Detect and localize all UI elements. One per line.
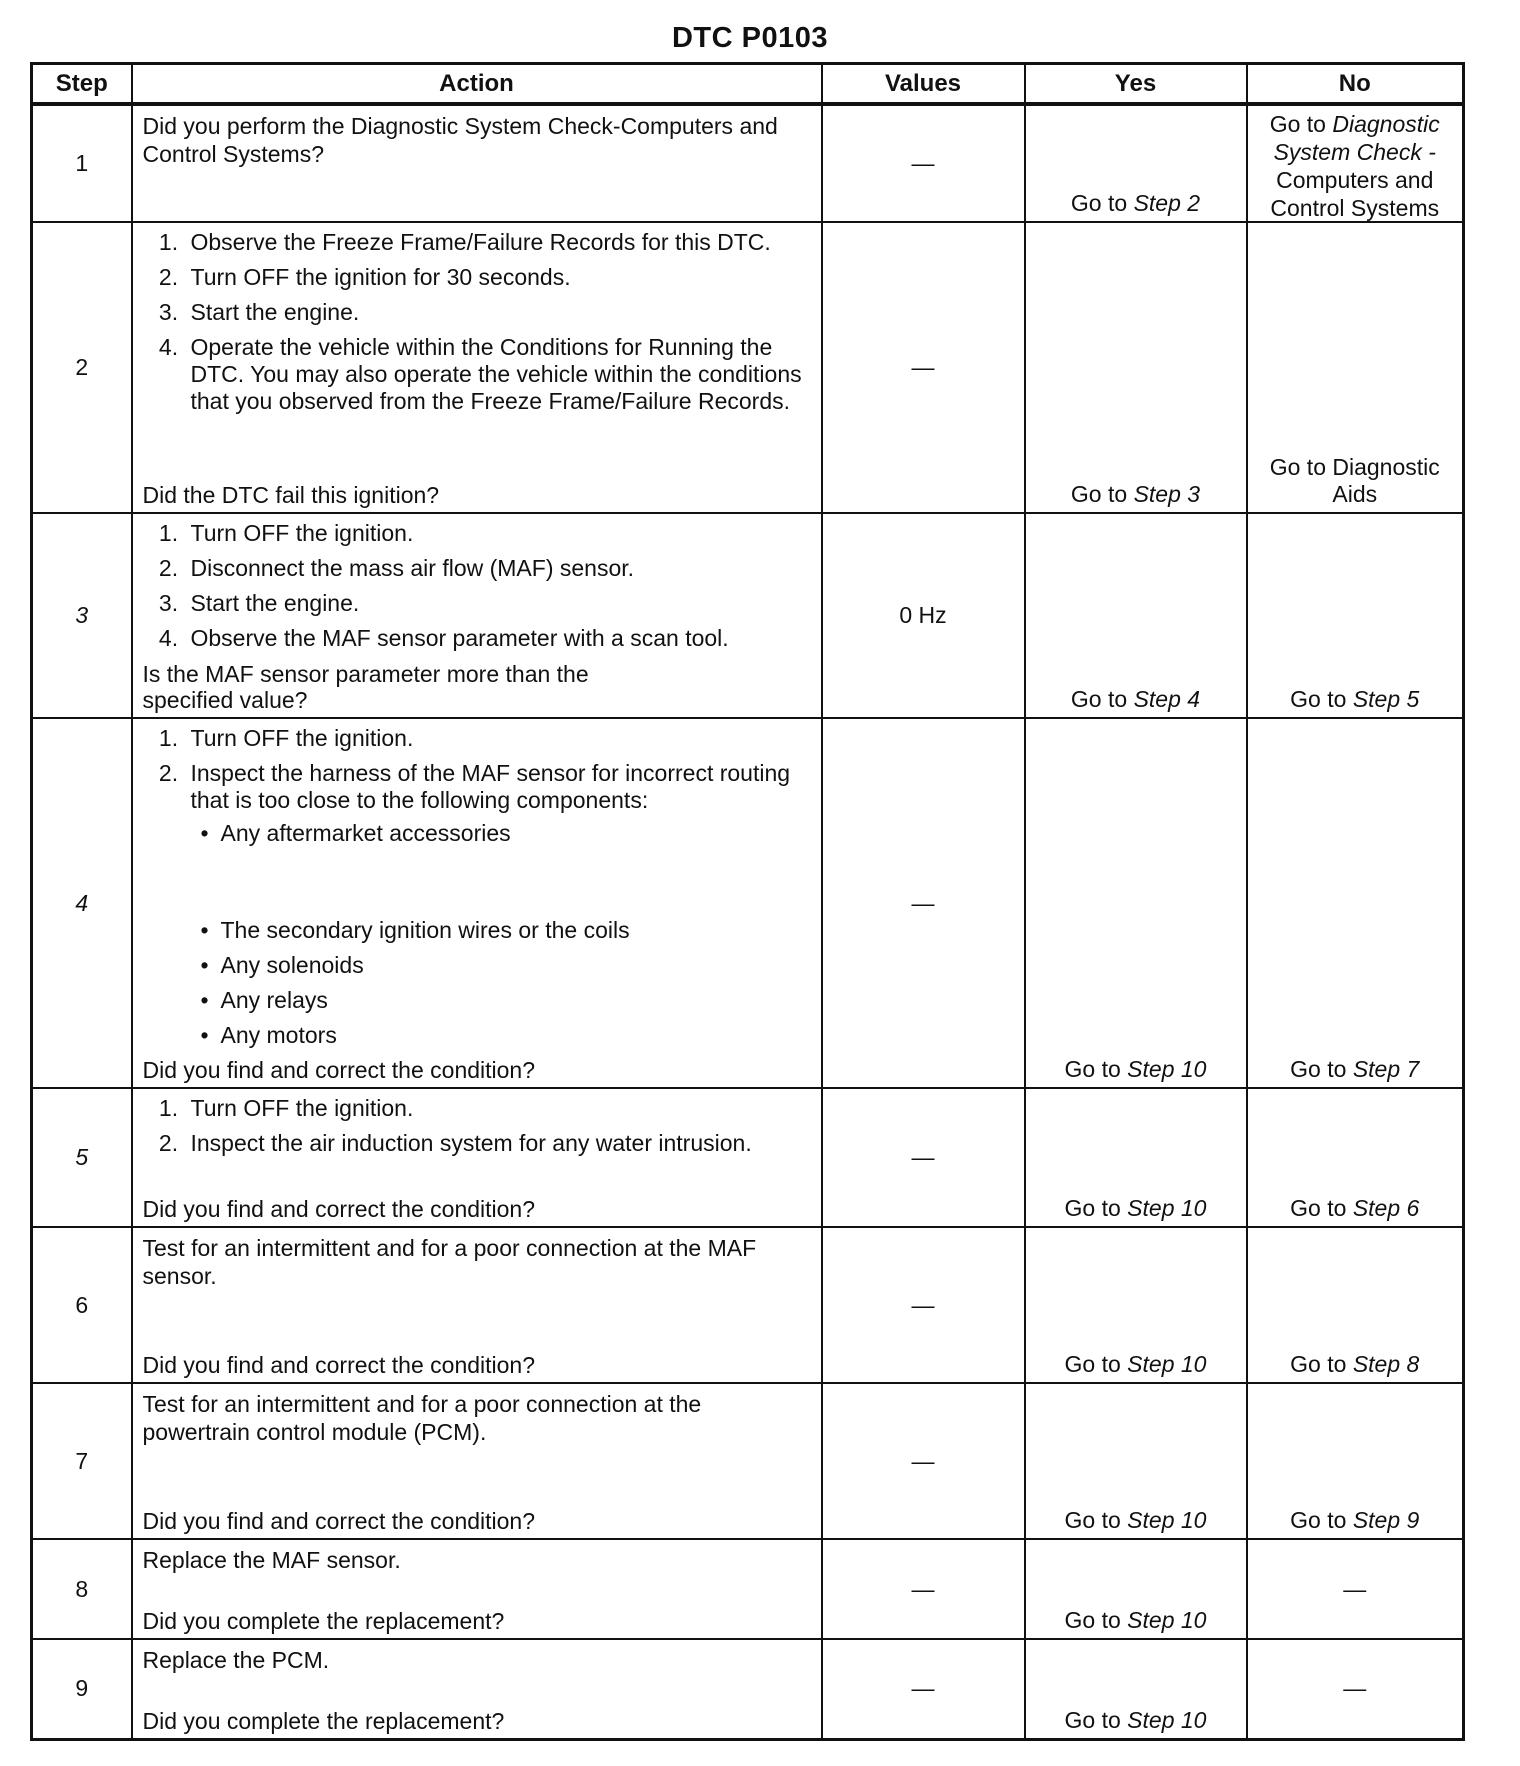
yes-cell bbox=[1025, 104, 1247, 222]
step-number: 1 bbox=[32, 104, 132, 222]
yes-cell bbox=[1025, 1639, 1247, 1739]
step-number: 4 bbox=[32, 718, 132, 1088]
component-item: • Any relays bbox=[221, 987, 811, 1014]
action-cell bbox=[132, 718, 822, 1088]
action-step: 1. Turn OFF the ignition. bbox=[185, 725, 811, 752]
yes-link: Go to Step 4 bbox=[1070, 686, 1201, 712]
yes-link: Go to Step 2 bbox=[1070, 190, 1201, 216]
action-steps bbox=[133, 719, 821, 1049]
action-question: Did you find and correct the condition? bbox=[142, 1352, 536, 1378]
action-question: Did you complete the replacement? bbox=[142, 1608, 505, 1634]
value-cell: — bbox=[822, 1227, 1025, 1383]
yes-cell bbox=[1025, 1227, 1247, 1383]
no-cell bbox=[1247, 1227, 1464, 1383]
value-cell: — bbox=[822, 222, 1025, 513]
table-row bbox=[32, 1088, 1464, 1227]
no-cell: — bbox=[1247, 1639, 1464, 1739]
action-steps bbox=[133, 223, 821, 415]
action-step: 3. Start the engine. bbox=[185, 590, 811, 617]
yes-link: Go to Step 10 bbox=[1064, 1351, 1207, 1377]
action-step: 2. Disconnect the mass air flow (MAF) sensor. bbox=[185, 555, 811, 582]
no-cell bbox=[1247, 104, 1464, 222]
no-cell bbox=[1247, 1383, 1464, 1539]
table-row bbox=[32, 104, 1464, 222]
action-text: Did you perform the Diagnostic System Check-Computers and Control Systems? bbox=[142, 113, 778, 167]
value-cell: — bbox=[822, 1639, 1025, 1739]
action-cell bbox=[132, 513, 822, 718]
action-text: Replace the PCM. bbox=[142, 1647, 330, 1673]
table-row bbox=[32, 1639, 1464, 1739]
table-row bbox=[32, 1383, 1464, 1539]
action-question: Did you find and correct the condition? bbox=[142, 1057, 536, 1083]
no-link: Go to Diagnostic Aids bbox=[1269, 454, 1440, 507]
action-question: Did the DTC fail this ignition? bbox=[142, 482, 440, 508]
action-question: Did you complete the replacement? bbox=[142, 1707, 505, 1734]
action-cell bbox=[132, 1383, 822, 1539]
action-cell bbox=[132, 1088, 822, 1227]
step-number: 9 bbox=[32, 1639, 132, 1739]
step-number: 6 bbox=[32, 1227, 132, 1383]
step-number: 3 bbox=[32, 513, 132, 718]
action-cell bbox=[132, 1639, 822, 1739]
table-row bbox=[32, 513, 1464, 718]
header-yes: Yes bbox=[1025, 64, 1247, 105]
no-cell bbox=[1247, 222, 1464, 513]
table-row bbox=[32, 222, 1464, 513]
step-number: 2 bbox=[32, 222, 132, 513]
component-list bbox=[191, 917, 811, 1049]
yes-link: Go to Step 10 bbox=[1064, 1706, 1207, 1733]
no-link: Go to Diagnostic System Check - Computers and Control Systems bbox=[1269, 111, 1440, 221]
action-step: 2. Turn OFF the ignition for 30 seconds. bbox=[185, 264, 811, 291]
header-row bbox=[32, 64, 1464, 105]
action-steps bbox=[133, 514, 821, 652]
action-step: 1. Turn OFF the ignition. bbox=[185, 1095, 761, 1122]
action-text: Replace the MAF sensor. bbox=[142, 1547, 401, 1573]
value-cell: — bbox=[822, 1088, 1025, 1227]
no-link: Go to Step 6 bbox=[1290, 1195, 1420, 1221]
yes-link: Go to Step 10 bbox=[1064, 1056, 1207, 1082]
table-row bbox=[32, 1227, 1464, 1383]
yes-link: Go to Step 10 bbox=[1064, 1195, 1207, 1221]
table-row bbox=[32, 718, 1464, 1088]
action-question: Did you find and correct the condition? bbox=[142, 1196, 536, 1222]
action-step: 4. Operate the vehicle within the Conditions for Running the DTC. You may also operate the vehicle within the conditions that you observed from the Freeze Frame/Failure Records. bbox=[185, 334, 811, 415]
yes-link: Go to Step 3 bbox=[1070, 481, 1201, 507]
header-values: Values bbox=[822, 64, 1025, 105]
yes-cell bbox=[1025, 1383, 1247, 1539]
yes-cell bbox=[1025, 222, 1247, 513]
component-item: • Any motors bbox=[221, 1022, 811, 1049]
action-cell bbox=[132, 1539, 822, 1639]
action-cell bbox=[132, 222, 822, 513]
action-step: 1. Observe the Freeze Frame/Failure Records for this DTC. bbox=[185, 229, 811, 256]
action-question: Is the MAF sensor parameter more than the specified value? bbox=[142, 661, 589, 713]
action-text: Test for an intermittent and for a poor connection at the MAF sensor. bbox=[142, 1235, 757, 1289]
dtc-table bbox=[30, 62, 1465, 1741]
action-step: 4. Observe the MAF sensor parameter with a scan tool. bbox=[185, 625, 811, 652]
step-number: 8 bbox=[32, 1539, 132, 1639]
component-list bbox=[191, 820, 811, 847]
yes-cell bbox=[1025, 513, 1247, 718]
page-title: DTC P0103 bbox=[671, 22, 828, 54]
value-cell: — bbox=[822, 1539, 1025, 1639]
action-question: Did you find and correct the condition? bbox=[142, 1508, 536, 1534]
value-cell: — bbox=[822, 718, 1025, 1088]
yes-cell bbox=[1025, 718, 1247, 1088]
header-step: Step bbox=[32, 64, 132, 105]
component-item: • The secondary ignition wires or the coils bbox=[221, 917, 811, 944]
no-link: Go to Step 5 bbox=[1290, 686, 1420, 712]
yes-cell bbox=[1025, 1539, 1247, 1639]
action-steps bbox=[133, 1089, 821, 1157]
step-number: 7 bbox=[32, 1383, 132, 1539]
action-text: Test for an intermittent and for a poor connection at the powertrain control module (PCM). bbox=[142, 1391, 702, 1445]
no-link: Go to Step 9 bbox=[1290, 1507, 1420, 1533]
action-step: 3. Start the engine. bbox=[185, 299, 811, 326]
value-cell: — bbox=[822, 104, 1025, 222]
value-cell: — bbox=[822, 1383, 1025, 1539]
action-step: 2. Inspect the air induction system for any water intrusion. bbox=[185, 1130, 761, 1157]
no-link: Go to Step 7 bbox=[1290, 1056, 1420, 1082]
header-no: No bbox=[1247, 64, 1464, 105]
action-cell bbox=[132, 1227, 822, 1383]
value-cell: 0 Hz bbox=[822, 513, 1025, 718]
yes-cell bbox=[1025, 1088, 1247, 1227]
no-cell: — bbox=[1247, 1539, 1464, 1639]
no-link: Go to Step 8 bbox=[1290, 1351, 1420, 1377]
yes-link: Go to Step 10 bbox=[1064, 1607, 1207, 1633]
component-item: • Any aftermarket accessories bbox=[221, 820, 811, 847]
yes-link: Go to Step 10 bbox=[1064, 1507, 1207, 1533]
action-step: 2. Inspect the harness of the MAF sensor for incorrect routing that is too close to the following components: • Any aftermarket accessories • The secondary ignition wires or the coils • Any solenoids • Any relays • Any motors bbox=[185, 760, 811, 1049]
no-cell bbox=[1247, 513, 1464, 718]
action-step: 1. Turn OFF the ignition. bbox=[185, 520, 811, 547]
no-cell bbox=[1247, 1088, 1464, 1227]
header-action: Action bbox=[132, 64, 822, 105]
table-row bbox=[32, 1539, 1464, 1639]
step-number: 5 bbox=[32, 1088, 132, 1227]
component-item: • Any solenoids bbox=[221, 952, 811, 979]
action-cell bbox=[132, 104, 822, 222]
no-cell bbox=[1247, 718, 1464, 1088]
